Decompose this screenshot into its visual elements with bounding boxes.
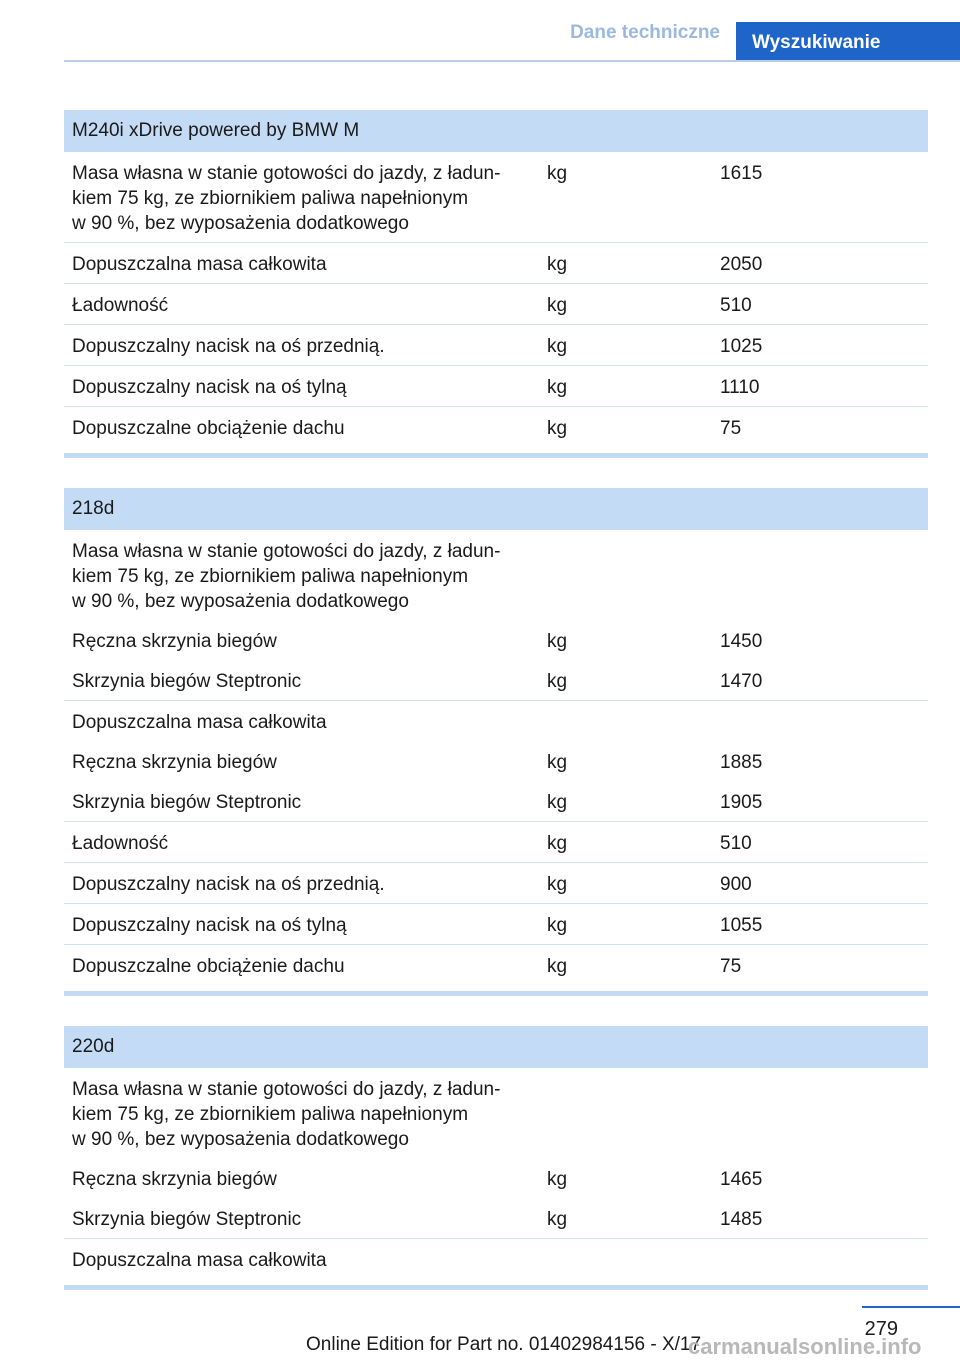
cell-value: 510 (712, 822, 928, 863)
cell-unit: kg (547, 1169, 568, 1190)
cell-unit: kg (539, 781, 712, 822)
cell-unit: kg (539, 152, 712, 243)
cell-value: 1450 (720, 631, 763, 652)
cell-unit: kg (539, 243, 712, 284)
cell-value (712, 530, 928, 620)
table-row (64, 1068, 928, 1158)
table-row (64, 284, 928, 325)
table-row (64, 152, 928, 243)
cell-unit: kg (539, 863, 712, 904)
cell-value (712, 1239, 928, 1288)
table-title: 218d (64, 488, 928, 530)
table-row (64, 366, 928, 407)
cell-value: 2050 (712, 243, 928, 284)
header-divider (64, 60, 960, 62)
cell-value: 1470 (712, 660, 928, 701)
table-title: 220d (64, 1026, 928, 1068)
table-title: M240i xDrive powered by BMW M (64, 110, 928, 152)
table-row (64, 325, 928, 366)
table-row (64, 660, 928, 701)
cell-label: Dopuszczalna masa całkowita (72, 712, 327, 733)
cell-value: 1905 (712, 781, 928, 822)
table-row (64, 701, 928, 742)
section-tab-wyszukiwanie[interactable]: Wyszukiwanie (736, 22, 960, 62)
table-row (64, 822, 928, 863)
spec-tables (64, 110, 928, 1320)
table-row (64, 863, 928, 904)
cell-unit (539, 530, 712, 620)
cell-unit: kg (547, 752, 568, 773)
cell-value: 75 (712, 407, 928, 456)
cell-unit: kg (539, 822, 712, 863)
table-row (64, 945, 928, 994)
cell-unit (539, 1068, 712, 1158)
cell-unit: kg (539, 904, 712, 945)
cell-label: Ładowność (64, 822, 539, 863)
cell-label: Masa własna w stanie gotowości do jazdy, z ładun- kiem 75 kg, ze zbiornikiem paliwa napełnionym w 90 %, bez wyposażenia dodatkowego (72, 541, 501, 612)
cell-label: Dopuszczalny nacisk na oś tylną (64, 366, 539, 407)
watermark: carmanualsonline.info (688, 1334, 922, 1359)
table-row (64, 530, 928, 620)
cell-label: Dopuszczalny nacisk na oś tylną (64, 904, 539, 945)
cell-label: Dopuszczalna masa całkowita (64, 243, 539, 284)
cell-value: 1485 (712, 1198, 928, 1239)
table-row (64, 243, 928, 284)
cell-label: Dopuszczalne obciążenie dachu (64, 945, 539, 994)
cell-label: Ręczna skrzynia biegów (72, 631, 277, 652)
cell-unit: kg (539, 407, 712, 456)
cell-unit: kg (539, 945, 712, 994)
cell-value: 1885 (720, 752, 763, 773)
cell-label: Ręczna skrzynia biegów (72, 1169, 277, 1190)
page-number: 279 (864, 1318, 898, 1340)
cell-label: Dopuszczalna masa całkowita (64, 1239, 539, 1288)
table-row (64, 781, 928, 822)
cell-unit: kg (539, 366, 712, 407)
table-row (64, 1198, 928, 1239)
cell-label: Ręczna skrzynia biegów (72, 752, 277, 773)
cell-label: Dopuszczalne obciążenie dachu (64, 407, 539, 456)
cell-unit (539, 701, 712, 742)
cell-label: Skrzynia biegów Steptronic (64, 660, 539, 701)
section-tab-dane-techniczne[interactable]: Dane techniczne (570, 22, 720, 43)
footer-divider (862, 1306, 960, 1308)
cell-value: 1465 (720, 1169, 763, 1190)
cell-label: Dopuszczalny nacisk na oś przednią. (64, 863, 539, 904)
page-header (0, 0, 960, 64)
cell-unit: kg (539, 1198, 712, 1239)
cell-value: 510 (712, 284, 928, 325)
cell-label: Ładowność (64, 284, 539, 325)
cell-label: Masa własna w stanie gotowości do jazdy, z ładun- kiem 75 kg, ze zbiornikiem paliwa napełnionym w 90 %, bez wyposażenia dodatkowego (72, 1079, 501, 1150)
cell-unit: kg (539, 660, 712, 701)
cell-value (712, 1068, 928, 1158)
table-row (64, 620, 928, 660)
cell-label: Skrzynia biegów Steptronic (64, 781, 539, 822)
cell-label: Dopuszczalny nacisk na oś przednią. (64, 325, 539, 366)
cell-label: Skrzynia biegów Steptronic (64, 1198, 539, 1239)
table-row (64, 741, 928, 781)
cell-value: 75 (712, 945, 928, 994)
spec-table (64, 488, 928, 996)
cell-value: 1110 (712, 366, 928, 407)
spec-table (64, 1026, 928, 1290)
cell-value: 1615 (712, 152, 928, 243)
cell-value: 1055 (712, 904, 928, 945)
cell-unit: kg (539, 284, 712, 325)
cell-unit: kg (547, 631, 568, 652)
cell-unit (539, 1239, 712, 1288)
cell-value: 1025 (712, 325, 928, 366)
cell-value: 900 (712, 863, 928, 904)
table-row (64, 904, 928, 945)
edition-note: Online Edition for Part no. 01402984156 - X/17 (306, 1334, 702, 1355)
spec-table (64, 110, 928, 458)
table-row (64, 1239, 928, 1288)
table-row (64, 1158, 928, 1198)
table-row (64, 407, 928, 456)
cell-label: Masa własna w stanie gotowości do jazdy, z ładun- kiem 75 kg, ze zbiornikiem paliwa napełnionym w 90 %, bez wyposażenia dodatkowego (64, 152, 539, 243)
cell-unit: kg (539, 325, 712, 366)
cell-value (712, 701, 928, 742)
